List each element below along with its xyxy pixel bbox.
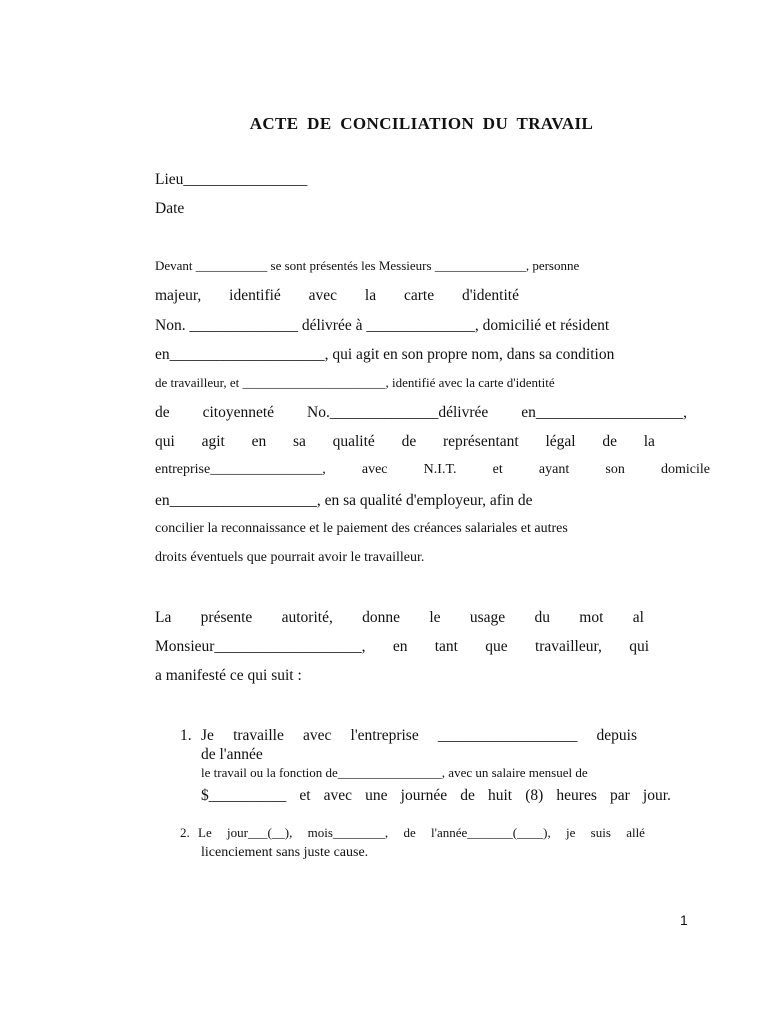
- word: suis: [590, 825, 611, 840]
- word: La: [155, 609, 172, 626]
- para1-line-11: [155, 551, 687, 565]
- para1-line-1: [155, 259, 687, 272]
- word: carte: [403, 287, 435, 304]
- word: majeur,: [155, 287, 202, 304]
- word: droits éventuels que pourrait avoir le travailleur.: [155, 550, 425, 565]
- word: en___________________,: [521, 404, 687, 421]
- word: et: [492, 462, 503, 477]
- word: __________________: [437, 727, 578, 744]
- word: sa: [292, 433, 306, 450]
- word: travailleur,: [534, 638, 602, 655]
- word: du: [534, 609, 550, 626]
- word: jour___(__),: [227, 825, 293, 840]
- word: a manifesté ce qui suit :: [155, 667, 302, 684]
- list-item-1-line-2: de l'année: [201, 746, 263, 763]
- lieu-field: Lieu________________: [155, 171, 308, 188]
- word: travaille: [233, 727, 284, 744]
- para1-line-5: [155, 376, 687, 389]
- word: mois________,: [307, 825, 389, 840]
- word: No.______________délivrée: [307, 404, 489, 421]
- word: citoyenneté: [202, 404, 275, 421]
- para1-line-2: [155, 288, 519, 304]
- word: le: [429, 609, 441, 626]
- word: de: [401, 433, 417, 450]
- word: al: [632, 609, 644, 626]
- word: avec: [361, 462, 388, 477]
- word: avec: [302, 727, 332, 744]
- word: présente: [200, 609, 253, 626]
- word: une: [365, 787, 388, 804]
- word: d'identité: [461, 287, 519, 304]
- para1-line-6: [155, 405, 687, 421]
- word: de travailleur, et ______________________, identifié avec la carte d'identité: [155, 375, 555, 390]
- para1-line-4: [155, 347, 702, 363]
- word: qui: [629, 638, 649, 655]
- word: la: [643, 433, 655, 450]
- word: agit: [201, 433, 225, 450]
- word: identifié: [229, 287, 281, 304]
- word: qui: [155, 433, 175, 450]
- word: de: [155, 404, 170, 421]
- word: Devant ___________ se sont présentés les Messieurs ______________, personne: [155, 258, 580, 273]
- list-item-2-line-2: licenciement sans juste cause.: [201, 845, 369, 860]
- word: (8): [525, 787, 544, 804]
- para2-line-3: [155, 668, 687, 684]
- word: domicile: [660, 462, 710, 477]
- word: représentant: [442, 433, 519, 450]
- word: l'année_______(____),: [431, 825, 551, 840]
- word: de: [602, 433, 617, 450]
- word: avec: [323, 787, 353, 804]
- para1-line-9: [155, 493, 687, 509]
- para2-line-2: [155, 639, 649, 655]
- list-item-2-line-1: [198, 826, 645, 839]
- para1-line-8: [155, 463, 710, 477]
- date-field: Date: [155, 200, 185, 217]
- para2-line-1: [155, 610, 644, 626]
- word: depuis: [596, 727, 637, 744]
- word: que: [485, 638, 508, 655]
- word: qualité: [332, 433, 375, 450]
- word: huit: [488, 787, 513, 804]
- para1-line-7: [155, 434, 655, 450]
- word: mot: [579, 609, 604, 626]
- word: de: [403, 825, 416, 840]
- para1-line-10: [155, 522, 687, 536]
- para1-line-3: [155, 318, 687, 334]
- document-title: ACTE DE CONCILIATION DU TRAVAIL: [249, 114, 594, 133]
- word: autorité,: [281, 609, 333, 626]
- page-number: 1: [680, 912, 688, 928]
- word: légal: [545, 433, 576, 450]
- word: $__________: [201, 787, 287, 804]
- word: je: [566, 825, 576, 840]
- word: son: [605, 462, 625, 477]
- word: avec: [308, 287, 338, 304]
- word: et: [299, 787, 311, 804]
- word: par: [609, 787, 630, 804]
- word: entreprise________________,: [155, 462, 326, 477]
- list-item-1-line-4: [201, 788, 671, 804]
- word: jour.: [642, 787, 671, 804]
- word: en___________________, en sa qualité d'employeur, afin de: [155, 492, 533, 509]
- word: en: [251, 433, 267, 450]
- list-item-1-number: 1.: [180, 727, 192, 744]
- list-item-2-number: 2.: [180, 825, 190, 840]
- word: N.I.T.: [423, 462, 457, 477]
- word: en: [392, 638, 408, 655]
- word: de: [460, 787, 475, 804]
- word: donne: [362, 609, 401, 626]
- word: l'entreprise: [350, 727, 419, 744]
- word: Monsieur___________________,: [155, 638, 366, 655]
- word: ayant: [538, 462, 570, 477]
- word: Je: [201, 727, 214, 744]
- word: Non. ______________ délivrée à ______________, domicilié et résident: [155, 317, 610, 334]
- word: journée: [400, 787, 448, 804]
- word: heures: [556, 787, 597, 804]
- word: la: [364, 287, 377, 304]
- word: tant: [434, 638, 458, 655]
- word: en____________________, qui agit en son propre nom, dans sa condition: [155, 346, 615, 363]
- list-item-1-line-3: le travail ou la fonction de________________, avec un salaire mensuel de: [201, 765, 588, 780]
- word: allé: [626, 825, 645, 840]
- word: concilier la reconnaissance et le paiement des créances salariales et autres: [155, 521, 568, 536]
- list-item-1-line-1: [201, 728, 637, 744]
- word: Le: [198, 825, 212, 840]
- word: usage: [469, 609, 506, 626]
